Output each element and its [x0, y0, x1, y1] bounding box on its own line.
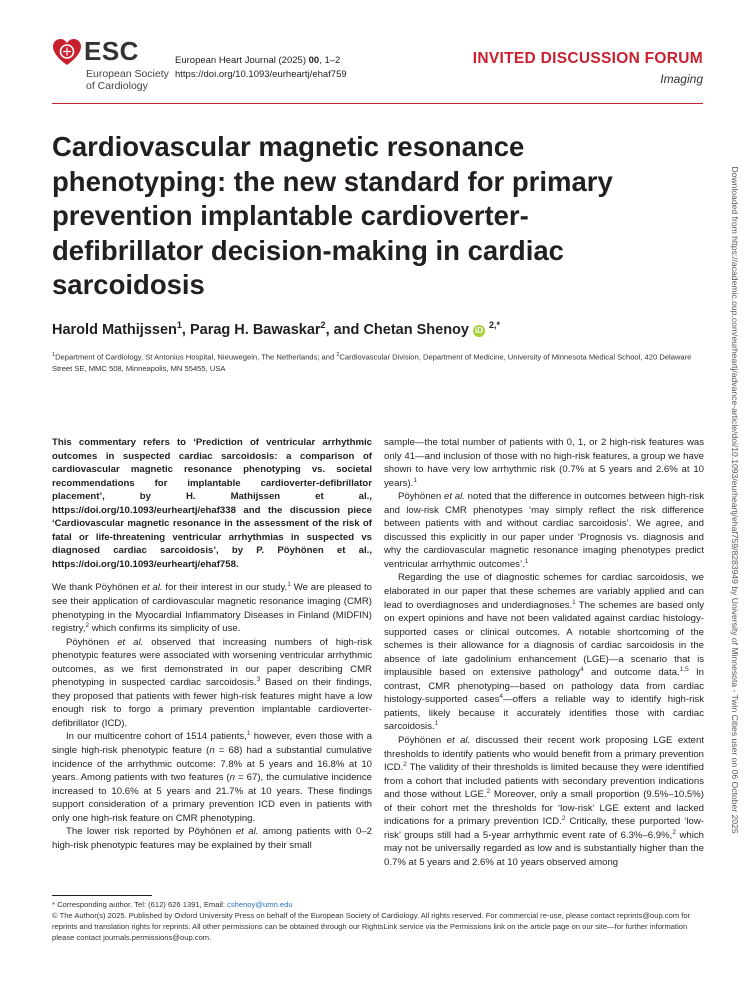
paragraph: In our multicentre cohort of 1514 patients,$^1$ however, even those with a single high-risk phenotypic feature (n = 68) had a substantial cumulative incidence of the arrhythmic outcome: 7.8% at 5 years and 16.8% at 10 years. Among patients with two features (n = 67), the cumulative incidence increased to 10.6% at 5 years and 21.7% at 10 years. These findings support consideration of a primary prevention ICD even in patients with only one high-risk feature on CMR phenotyping.: [52, 730, 373, 824]
author-name: Chetan Shenoy: [363, 321, 469, 338]
reference-link[interactable]: 2: [486, 788, 491, 796]
orcid-icon[interactable]: iD: [474, 325, 483, 335]
left-column: [52, 436, 372, 852]
paragraph: Pöyhönen et al. noted that the difference in outcomes between high-risk and low-risk CMR phenotypes ‘may simply reflect the risk difference between patients with and without cardiac sarcoidosis’. We agree, and discussed this explicitly in our paper under ‘Prognosis vs. diagnosis and why the cardiovascular magnetic resonance imaging phenotypes predict ventricular arrhythmic outcomes’.$^1$: [384, 491, 704, 570]
section-title: INVITED DISCUSSION FORUM: [472, 50, 703, 67]
reference-link[interactable]: 1: [246, 730, 251, 738]
journal-doi[interactable]: https://doi.org/10.1093/eurheartj/ehaf759: [175, 69, 347, 80]
article-title: Cardiovascular magnetic resonance phenotyping: the new standard for primary prevention implantable cardioverter-defibrillator decision-making in cardiac sarcoidosis: [52, 131, 613, 300]
footnotes: [52, 899, 702, 943]
affiliations: $^1$Department of Cardiology, St Antonius Hospital, Nieuwegein, The Netherlands; and $^2$Cardiovascular Division, Department of Medicine, University of Minnesota Medical School, 420 Delaware Street SE, MMC 508, Minneapolis, MN 55455, USA: [52, 352, 692, 373]
section-label: [473, 50, 703, 86]
corresponding-author: * Corresponding author. Tel: (612) 626 1391, Email: cshenoy@umn.edu: [52, 900, 293, 909]
paragraph: The lower risk reported by Pöyhönen et al. among patients with 0–2 high-risk phenotypic features may be explained by their small: [52, 826, 372, 851]
logo-text: ESC: [84, 36, 139, 66]
journal-name: European Heart Journal: [175, 55, 276, 66]
paragraph: Regarding the use of diagnostic schemes for cardiac sarcoidosis, we elaborated in our paper that these schemes are variably applied and can lead to overdiagnoses and underdiagnoses.$^1$ The schemes are based only on expert opinions and have not been validated against cardiac histology-supported cases or clinical outcomes. A notable shortcoming of the schemes is their allowance for a diagnosis of cardiac sarcoidosis in the absence of late gadolinium enhancement (LGE)—a scenario that is implausible based on extensive pathology$^4$ and outcome data.$^{1,5}$ In contrast, CMR phenotyping—based on pathology data from cardiac histology-supported cases$^4$—offers a reliable way to identify high-risk patients, likely because it accurately identifies those with cardiac sarcoidosis.$^1$: [384, 572, 704, 733]
paragraph: Pöyhönen et al. discussed their recent work proposing LGE extent thresholds to identify patients who would benefit from a primary prevention ICD.$^2$ The validity of their thresholds is limited because they were identified from a cohort that included patients with secondary prevention indications and those without LGE.$^2$ Moreover, only a small proportion (9.5%–10.5%) of their cohort met the thresholds for ‘low-risk’ LGE extent and lacked indications for a primary prevention ICD.$^2$ Critically, these purported ‘low-risk’ groups still had a 5-year arrhythmic event rate of 6.3%–6.9%,$^2$ which may not be universally regarded as low and is substantially higher than the 0.7% at 5 years and 2.6% at 10 years observed among: [384, 735, 705, 868]
download-note: Downloaded from https://academic.oup.com/eurheartj/advance-article/doi/10.1093/eurheartj/ehaf759/8283949 by University of Minnesota - Twin Cities user on 06 October 2025: [730, 166, 740, 834]
reference-link[interactable]: 2: [672, 828, 676, 836]
journal-volume: 00: [308, 55, 320, 66]
subsection-title: Imaging: [660, 72, 703, 86]
reference-link[interactable]: 1,5: [679, 666, 689, 674]
paragraph: sample—the total number of patients with 0, 1, or 2 high-risk features was only 41—and inclusion of those with no high-risk features, a group we have shown to have very low arrhythmic risk (0.7% at 5 years and 2.6% at 10 years).$^1$: [384, 437, 704, 489]
journal-info: European Heart Journal (2025) 00, 1–2 https://doi.org/10.1093/eurheartj/ehaf759: [175, 55, 347, 80]
reference-link[interactable]: 1: [287, 581, 291, 589]
paragraph: We thank Pöyhönen et al. for their interest in our study.$^1$ We are pleased to see their application of cardiovascular magnetic resonance imaging (CMR) phenotyping in the Myocardial Inflammatory Diseases in Finland (MIDFIN) registry,$^2$ which confirms its simplicity of use.: [52, 581, 372, 635]
copyright-notice: © The Author(s) 2025. Published by Oxford University Press on behalf of the European Society of Cardiology. All rights reserved. For commercial re-use, please contact reprints@oup.com for reprints and translation rights for reprints. All other permissions can be obtained through our RightsLink service via the Permissions link on the article page on our site—for further information please contact journals.permissions@oup.com.: [52, 911, 691, 942]
heart-logo-icon: [52, 38, 82, 68]
logo-society: European Society of Cardiology: [86, 68, 169, 92]
header-divider: [52, 103, 703, 104]
reference-link[interactable]: 2: [85, 621, 90, 629]
author-name: Harold Mathijssen: [52, 321, 177, 338]
email-link[interactable]: cshenoy@umn.edu: [227, 900, 293, 909]
footnote-divider: [52, 895, 152, 896]
reference-link[interactable]: 2: [561, 815, 566, 823]
reference-link[interactable]: 1: [524, 557, 529, 565]
reference-link[interactable]: 1: [572, 598, 576, 606]
commentary-reference: This commentary refers to ‘Prediction of ventricular arrhythmic outcomes in suspected cardiac sarcoidosis: a comparison of cardiovascular magnetic resonance phenotyping vs. societal recommendations for implantable cardioverter-defibrillator placement’, by H. Mathijssen et al., https://doi.org/10.1093/eurheartj/ehaf338 and the discussion piece ‘Cardiovascular magnetic resonance in the assessment of the risk of fatal or life-threatening ventricular arrhythmias in suspected vs diagnosed cardiac sarcoidosis’, by P. Pöyhönen et al., https://doi.org/10.1093/eurheartj/ehaf758.: [52, 437, 372, 570]
reference-link[interactable]: 1: [413, 476, 417, 484]
esc-logo: [52, 38, 172, 96]
reference-link[interactable]: 4: [499, 693, 504, 701]
author-list: Harold Mathijssen$^1$, Parag H. Bawaskar$^2$, and Chetan Shenoy iD $^{2,*}$: [52, 320, 501, 338]
paragraph: Pöyhönen et al. observed that increasing numbers of high-risk phenotypic features were associated with worsening ventricular arrhythmic outcomes, as we first demonstrated in our paper describing CMR phenotyping in suspected cardiac sarcoidosis.$^3$ Based on their findings, they proposed that patients with fewer high-risk features might have a low enough risk to forgo a primary prevention implantable cardioverter-defibrillator (ICD).: [52, 636, 372, 729]
reference-link[interactable]: 3: [256, 676, 261, 684]
right-column: [384, 436, 704, 870]
reference-link[interactable]: 1: [434, 720, 439, 728]
reference-link[interactable]: 2: [403, 760, 407, 768]
author-name: Parag H. Bawaskar: [189, 321, 321, 338]
reference-link[interactable]: 4: [580, 666, 584, 674]
